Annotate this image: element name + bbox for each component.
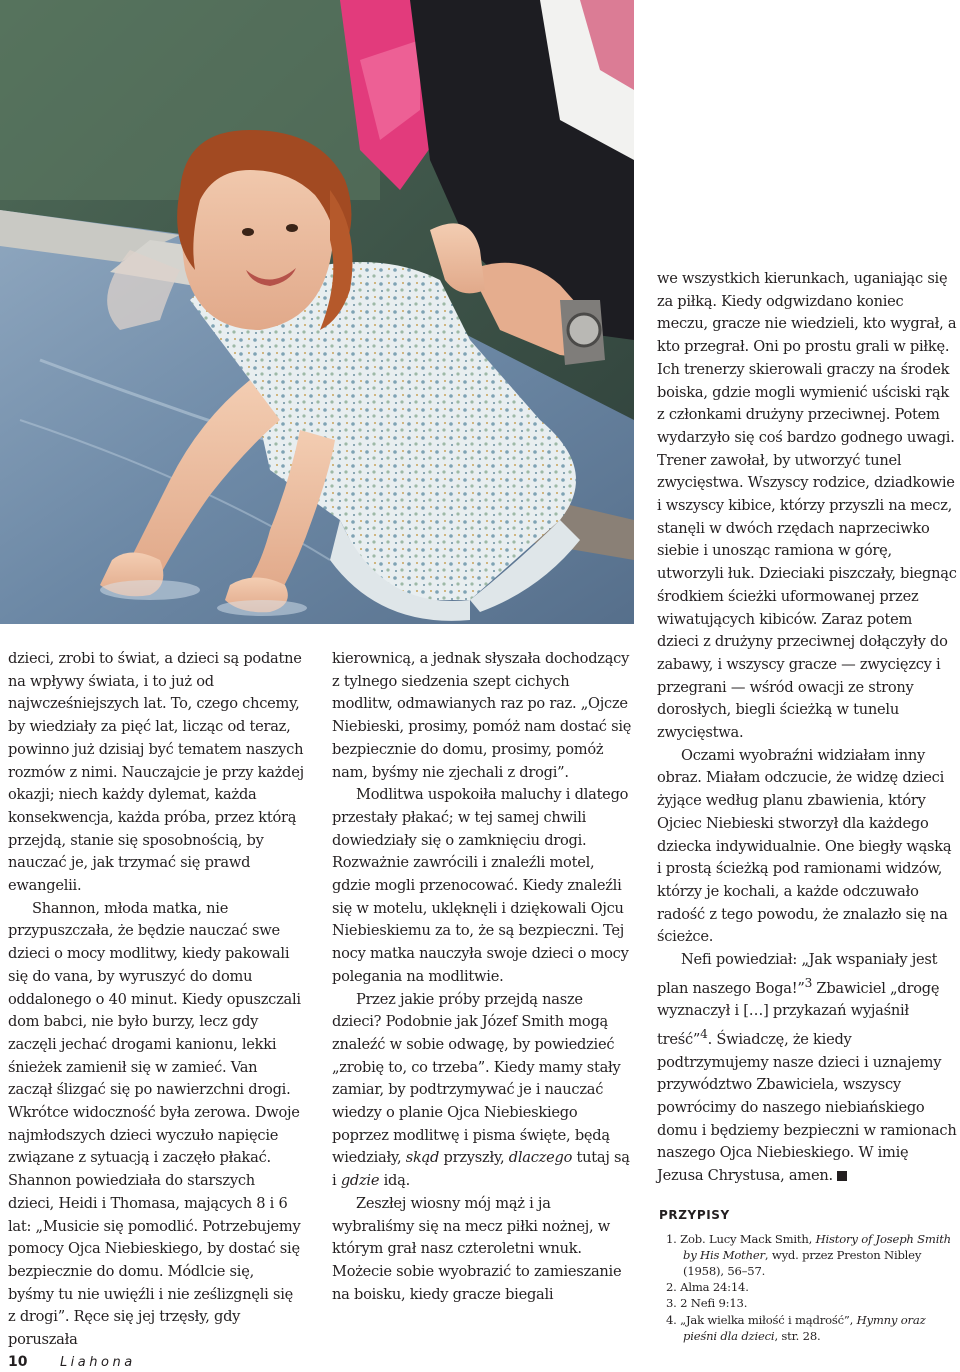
- paragraph: dzieci, zrobi to świat, a dzieci są podatne na wpływy świata, i to już od najwcześniejszych lat. To, czego chcemy, by wiedziały za pięć lat, licząc od teraz, powinno już dzisiaj być tematem naszych rozmów z nimi. Nauczajcie je przy każdej okazji; niech każdy dylemat, każda konsekwencja, każda próba, przez którą przejdą, stanie się sposobnością, by nauczać je, jak trzymać się prawd ewangelii.: [8, 650, 304, 895]
- magazine-name: Liahona: [59, 1355, 136, 1370]
- footnote-ref-3[interactable]: 3: [804, 975, 813, 990]
- footnotes-title: PRZYPISY: [659, 1207, 730, 1222]
- text-run: przyszły,: [439, 1149, 509, 1167]
- text-run: Zbawiciel „drogę wyznaczył i […] przykazań wyjaśnił treść”: [657, 979, 940, 1048]
- paragraph: kierownicą, a jednak słyszała dochodzący z tylnego siedzenia szept cichych modlitw, odmawianych raz po raz. „Ojcze Niebieski, prosimy, pomóż nam dostać się bezpiecznie do domu, prosimy, pomóż nam, byśmy nie zjechali z drogi”.: [332, 650, 632, 781]
- paragraph: Modlitwa uspokoiła maluchy i dlatego przestały płakać; w tej samej chwili dowiedziały się o zamknięciu drogi. Rozważnie zawrócili i znaleźli motel, gdzie mogli przenocować. Kiedy znaleźli się w motelu, uklęknęli i dziękowali Ojcu Niebieskiemu za to, że są bezpieczni. Tej nocy matka nauczyła swoje dzieci o mocy polegania na modlitwie.: [332, 786, 629, 985]
- paragraph: [332, 989, 632, 1193]
- paragraph: Shannon, młoda matka, nie przypuszczała, że będzie nauczać swe dzieci o mocy modlitwy, kiedy pakowali się do vana, by wyruszyć do domu oddalonego o 40 minut. Kiedy opuszczali dom babci, nie było burzy, lecz gdy zaczęli jechać drogami kanionu, lekki śnieżek zamienił się w zamieć. Van zaczął ślizgać się po nawierzchni drogi. Wkrótce widoczność była zerowa. Dwoje najmłodszych dzieci wyczuło napięcie związane z sytuacją i zaczęło płakać. Shannon powiedziała do starszych dzieci, Heidi i Thomasa, mających 8 i 6 lat: „Musicie się pomodlić. Potrzebujemy pomocy Ojca Niebieskiego, by dostać się bezpiecznie do domu. Módlcie się, byśmy tu nie uwięźli i nie ześlizgnęli się z drogi”. Ręce się jej trzęsły, gdy poruszała: [8, 899, 301, 1349]
- emphasis-gdzie: gdzie: [340, 1172, 380, 1190]
- footnote-item: [657, 1312, 957, 1344]
- page-number: 10: [8, 1354, 28, 1370]
- paragraph: [657, 949, 957, 1188]
- paragraph: Oczami wyobraźni widziałam inny obraz. Miałam odczucie, że widzę dzieci żyjące według planu zbawienia, który Ojciec Niebieski stworzył dla każdego dziecka indywidualnie. One biegły wąską i prostą ścieżką pod ramionami widzów, którzy je kochali, a każde odczuwało radość z tego powodu, że znalazło się na ścieżce.: [657, 746, 952, 946]
- end-of-article-mark: [837, 1171, 847, 1181]
- text-run: . Świadczę, że kiedy podtrzymujemy nasze dzieci i uznajemy przywództwo Zbawiciela, wszyscy powrócimy do naszego niebiańskiego domu i będziemy bezpieczni w ramionach naszego Ojca Niebieskiego. W imię Jezusa Chrystusa, amen.: [657, 1030, 957, 1185]
- article-column-3: [657, 268, 957, 1344]
- footnote-title: History of Joseph Smith by His Mother: [683, 1231, 951, 1262]
- footnote-item: [657, 1231, 957, 1280]
- article-column-2: [332, 648, 632, 1306]
- footnotes-list: [657, 1231, 957, 1344]
- text-run: Przez jakie próby przejdą nasze dzieci? Podobnie jak Józef Smith mogą znaleźć w sobie odwagę, by powiedzieć „zrobię to, co trzeba”. Kiedy mamy stały zamiar, by podtrzymywać je i nauczać wiedzy o planie Ojca Niebieskiego poprzez modlitwę i pisma święte, będą wiedziały,: [332, 990, 621, 1167]
- page-folio: [8, 1354, 136, 1370]
- text-run: idą.: [379, 1172, 410, 1190]
- footnote-text: 1. Zob. Lucy Mack Smith,: [666, 1231, 816, 1246]
- footnote-item: 3. 2 Nefi 9:13.: [666, 1296, 748, 1311]
- footnote-text: , wyd. przez Preston Nibley (1958), 56–57.: [683, 1247, 922, 1278]
- paragraph: we wszystkich kierunkach, uganiając się za piłką. Kiedy odgwizdano koniec meczu, gracze nie wiedzieli, kto wygrał, a kto przegrał. Oni po prostu grali w piłkę. Ich trenerzy skierowali graczy na środek boiska, gdzie mogli wymienić uściski rąk z członkami drużyny przeciwnej. Potem wydarzyło się coś bardzo godnego uwagi. Trener zawołał, by utworzyć tunel zwycięstwa. Wszyscy rodzice, dziadkowie i wszyscy kibice, którzy przyszli na mecz, stanęli w dwóch rzędach naprzeciwko siebie i unosząc ramiona w górę, utworzyli łuk. Dzieciaki piszczały, biegnąc środkiem ścieżki uformowanej przez wiwatujących kibiców. Zaraz potem dzieci z drużyny przeciwnej dołączyły do zabawy, i wszyscy gracze — zwycięzcy i przegrani — wśród owacji ze strony dorosłych, biegli ścieżką w tunelu zwycięstwa.: [657, 270, 957, 742]
- emphasis-dlaczego: dlaczego: [508, 1149, 573, 1167]
- footnote-item: 2. Alma 24:14.: [666, 1280, 749, 1295]
- text-run: tutaj są i: [332, 1149, 630, 1190]
- photo-illustration: [0, 0, 634, 624]
- emphasis-skad: skąd: [405, 1149, 440, 1167]
- footnote-text: 4. „Jak wielka miłość i mądrość”,: [666, 1312, 857, 1327]
- text-run: Nefi powiedział: „Jak wspaniały jest plan naszego Boga!”: [657, 951, 938, 997]
- article-column-1: [8, 648, 304, 1352]
- paragraph: Zeszłej wiosny mój mąż i ja wybraliśmy się na mecz piłki nożnej, w którym grał nasz czteroletni wnuk. Możecie sobie wyobrazić to zamieszanie na boisku, kiedy gracze biegali: [332, 1194, 622, 1303]
- footnote-ref-4[interactable]: 4: [700, 1027, 708, 1042]
- footnote-text: , str. 28.: [774, 1328, 821, 1343]
- photo-child-at-fountain: [0, 0, 634, 624]
- footnote-title: Hymny oraz pieśni dla dzieci: [683, 1312, 926, 1343]
